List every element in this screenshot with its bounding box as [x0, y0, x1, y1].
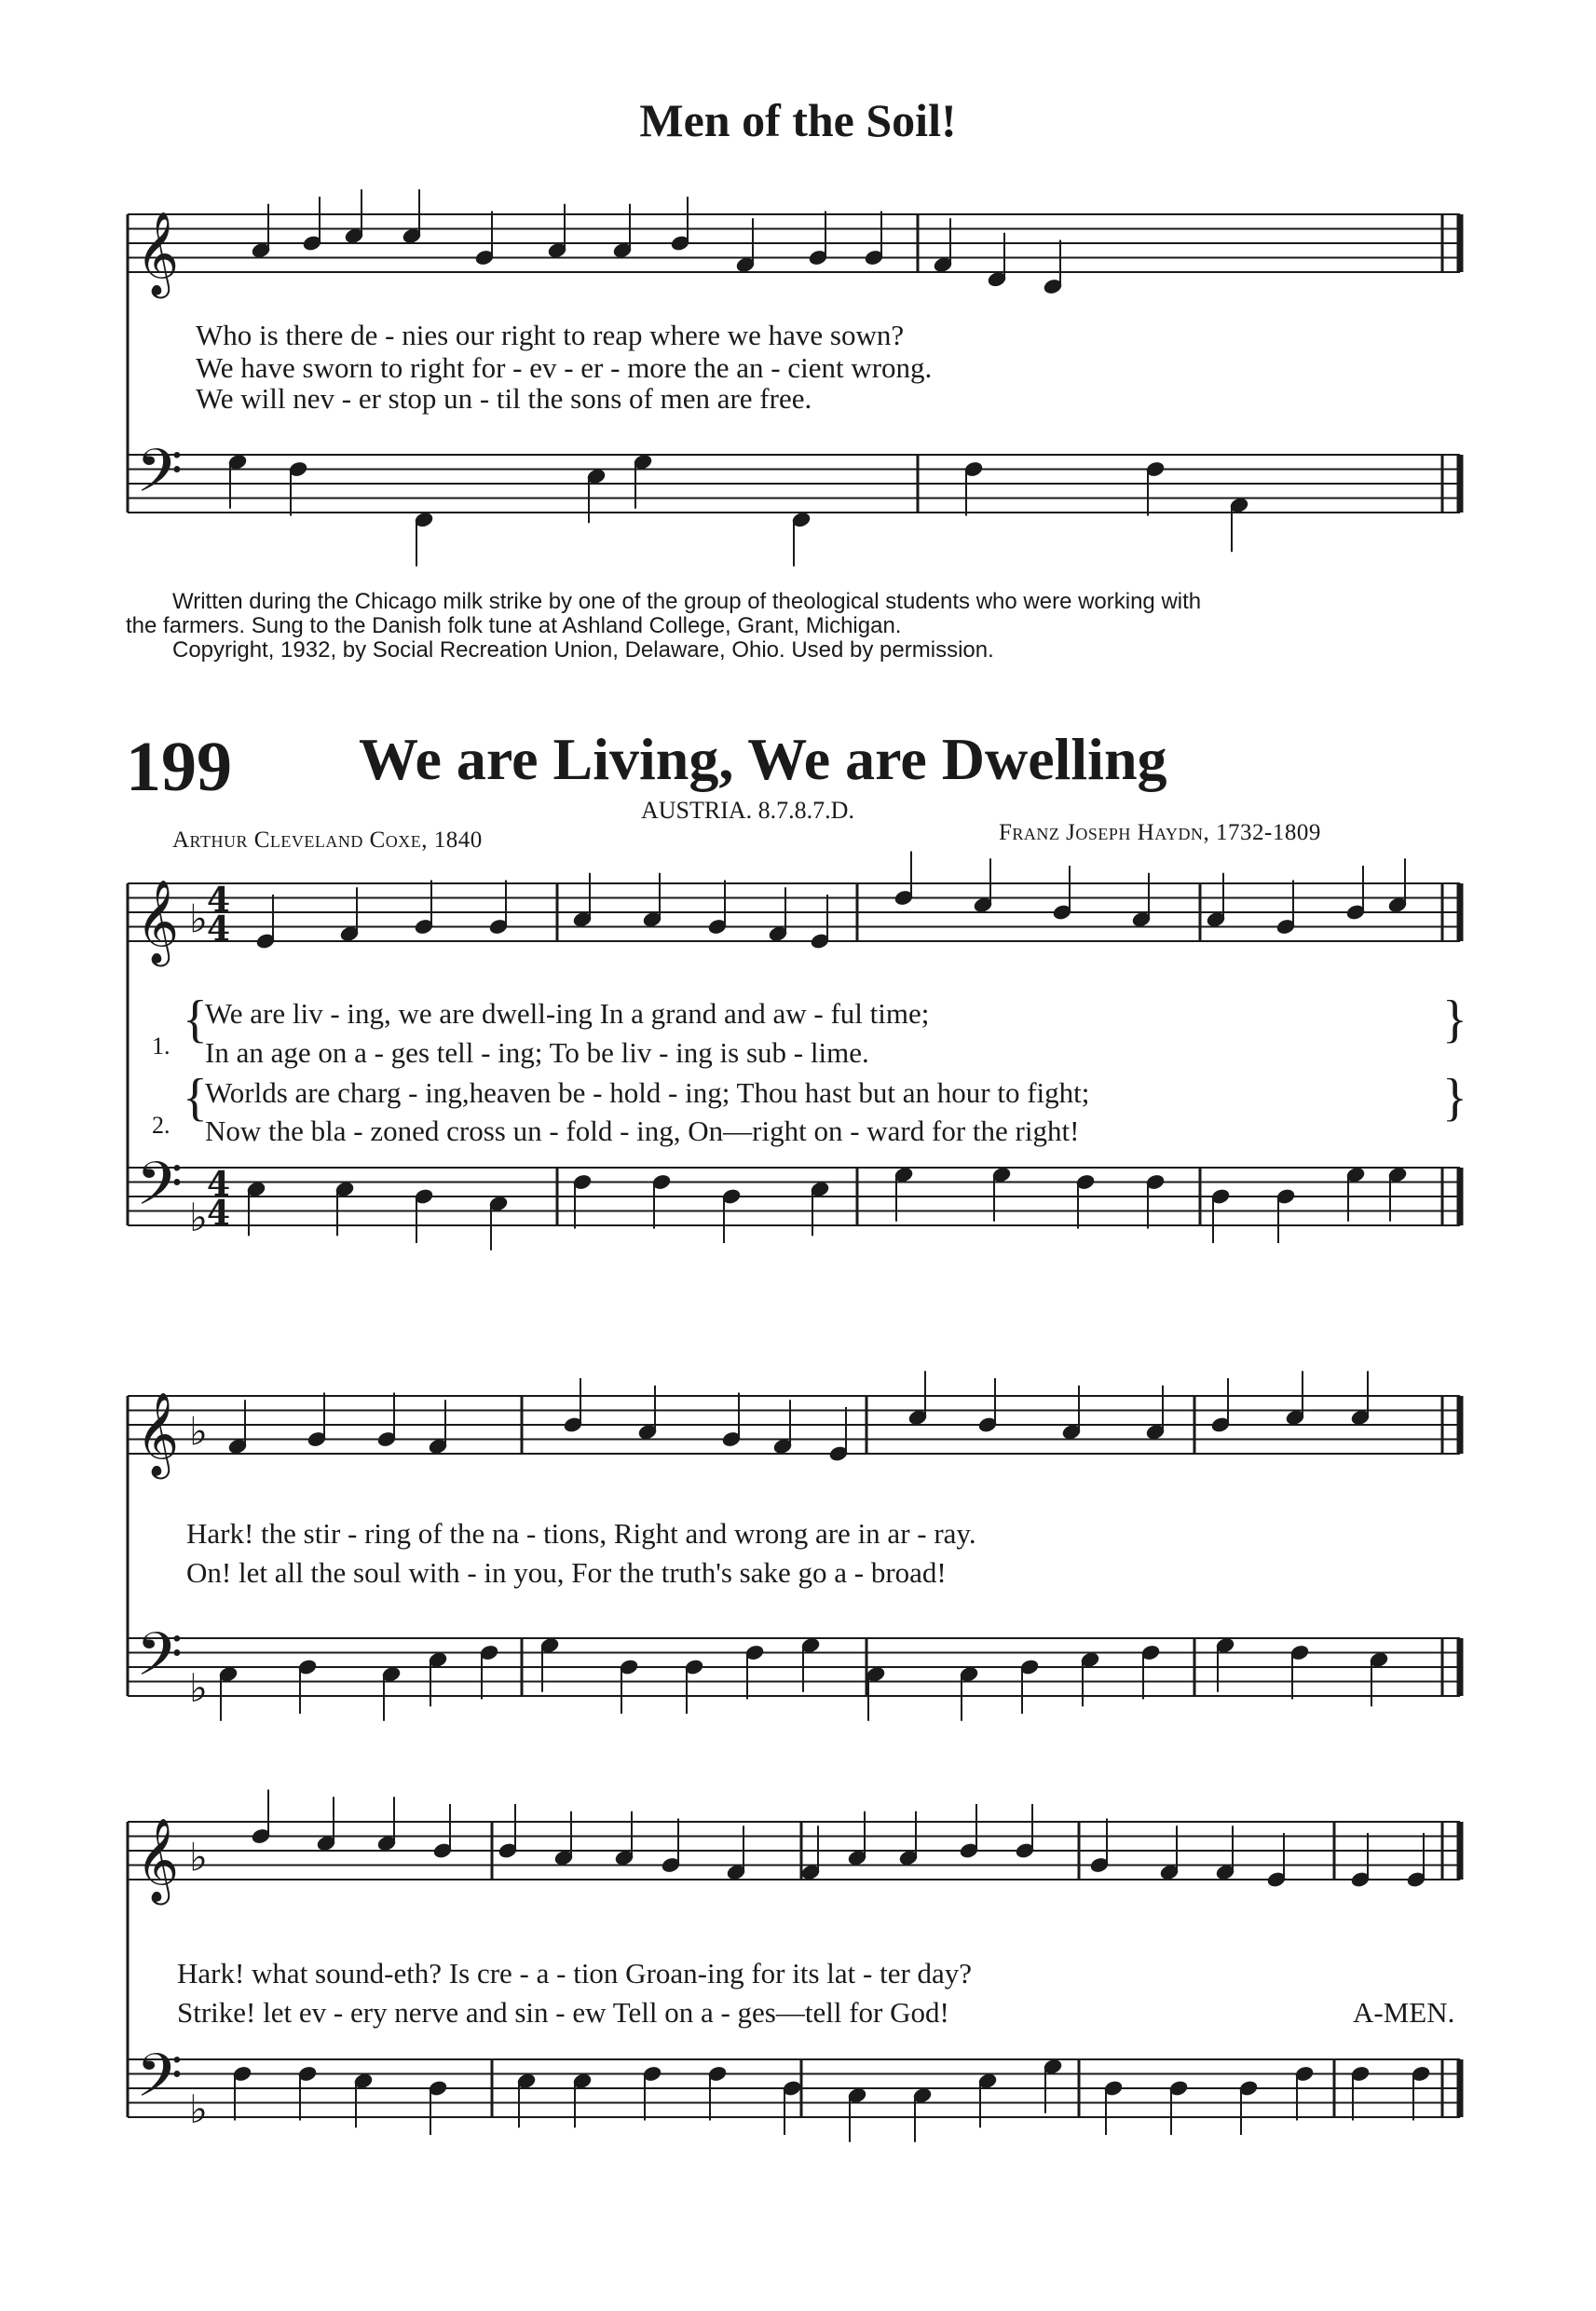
hymn-198-verse-3: We will nev - er stop un - til the sons of men are free. — [196, 382, 812, 415]
treble-clef: 𝄞 — [136, 1818, 180, 1902]
time-signature: 4 — [207, 881, 231, 920]
s3-line-2: Strike! let ev - ery nerve and sin - ew Tell on a - ges—tell for God! — [177, 1996, 949, 2029]
s1-line-1: We are liv - ing, we are dwell-ing In a grand and aw - ful time; — [205, 997, 930, 1030]
hymn-198-verse-2: We have sworn to right for - ev - er - more the an - cient wrong. — [196, 351, 933, 384]
flat-sign: ♭ — [189, 896, 208, 942]
hymn-198-title: Men of the Soil! — [639, 94, 957, 146]
hymn-198-note-3: Copyright, 1932, by Social Recreation Union, Delaware, Ohio. Used by permission. — [172, 637, 994, 663]
flat-sign: ♭ — [189, 1195, 208, 1240]
s1-line-4: Now the bla - zoned cross un - fold - ing, On—right on - ward for the right! — [205, 1114, 1080, 1147]
bass-clef: 𝄢 — [136, 1150, 184, 1234]
verse-number-2: 2. — [152, 1112, 171, 1139]
s3-line-1: Hark! what sound-eth? Is cre - a - tion Groan-ing for its lat - ter day? — [177, 1957, 973, 1990]
s2-line-1: Hark! the stir - ring of the na - tions, Right and wrong are in ar - ray. — [186, 1517, 976, 1550]
time-signature: 4 — [207, 1194, 231, 1233]
brace-1: { — [183, 991, 208, 1048]
flat-sign: ♭ — [189, 1665, 208, 1711]
flat-sign: ♭ — [189, 2086, 208, 2132]
hymn-198-note-2: the farmers. Sung to the Danish folk tune at Ashland College, Grant, Michigan. — [126, 613, 902, 638]
bass-clef: 𝄢 — [136, 1620, 184, 1704]
treble-clef: 𝄞 — [136, 1392, 180, 1476]
brace-2-right: } — [1442, 1069, 1467, 1127]
s2-line-2: On! let all the soul with - in you, For the truth's sake go a - broad! — [186, 1556, 947, 1589]
treble-clef: 𝄞 — [136, 880, 180, 964]
hymn-number: 199 — [126, 728, 232, 806]
verse-number-1: 1. — [152, 1032, 171, 1060]
s1-line-3: Worlds are charg - ing,heaven be - hold - ing; Thou hast but an hour to fight; — [205, 1076, 1090, 1109]
hymn-199-title: We are Living, We are Dwelling — [359, 726, 1167, 792]
flat-sign: ♭ — [189, 1834, 208, 1880]
composer: Franz Joseph Haydn, 1732-1809 — [999, 820, 1321, 845]
s1-line-2: In an age on a - ges tell - ing; To be liv - ing is sub - lime. — [205, 1036, 869, 1069]
flat-sign: ♭ — [189, 1408, 208, 1455]
amen-label: A-MEN. — [1353, 1996, 1455, 2029]
hymn-198-note-1: Written during the Chicago milk strike by one of the group of theological students who were working with — [172, 589, 1202, 614]
brace-2: { — [183, 1069, 208, 1127]
treble-clef: 𝄞 — [136, 212, 180, 295]
hymn-198-verse-1: Who is there de - nies our right to reap where we have sown? — [196, 319, 905, 351]
bass-clef: 𝄢 — [136, 2042, 184, 2126]
brace-1-right: } — [1442, 991, 1467, 1048]
author: Arthur Cleveland Coxe, 1840 — [172, 827, 483, 853]
tune-name: AUSTRIA. 8.7.8.7.D. — [641, 797, 854, 824]
bass-clef: 𝄢 — [136, 437, 184, 521]
time-signature: 4 — [207, 909, 231, 949]
time-signature: 4 — [207, 1165, 231, 1204]
